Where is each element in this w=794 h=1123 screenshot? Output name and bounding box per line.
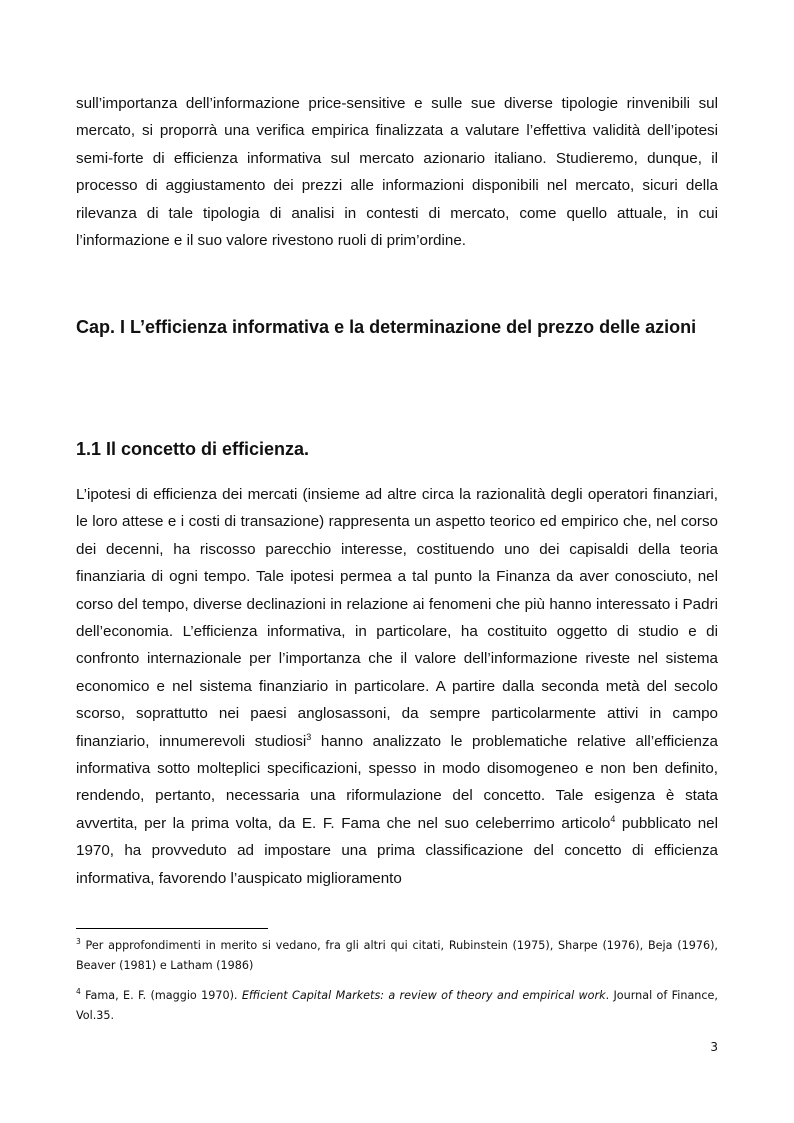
footnote-ref-3[interactable]: 3	[306, 731, 312, 742]
footnote-4	[76, 986, 718, 1026]
footnote-work-title: Efficient Capital Markets: a review of theory and empirical work	[241, 989, 606, 1002]
main-paragraph-part-3: pubblicato nel 1970, ha provveduto ad impostare una prima classificazione del concetto di efficienza informativa, favorendo l’auspicato miglioramento	[76, 814, 719, 887]
intro-paragraph: sull’importanza dell’informazione price-sensitive e sulle sue diverse tipologie rinvenibili sul mercato, si proporrà una verifica empirica finalizzata a valutare l’effettiva validità dell’ipotesi semi-forte di efficienza informativa sul mercato azionario italiano. Studieremo, dunque, il processo di aggiustamento dei prezzi alle informazioni disponibili nel mercato, sicuri della rilevanza di tale tipologia di analisi in contesti di mercato, come quello attuale, in cui l’informazione e il suo valore rivestono ruoli di prim’ordine.	[76, 95, 718, 250]
footnote-number: 4	[76, 987, 81, 996]
main-paragraph-part-1: L’ipotesi di efficienza dei mercati (insieme ad altre circa la razionalità degli operatori finanziari, le loro attese e i costi di transazione) rappresenta un aspetto teorico ed empirico che, nel corso dei decenni, ha riscosso parecchio interesse, costituendo uno dei capisaldi della teoria finanziaria di ogni tempo. Tale ipotesi permea a tal punto la Finanza da aver conosciuto, nel corso del tempo, diverse declinazioni in relazione ai fenomeni che più hanno interessato i Padri dell’economia. L’efficienza informativa, in particolare, ha costituito oggetto di studio e di confronto internazionale per l’importanza che il valore dell’informazione riveste nel sistema economico e nel sistema finanziario in particolare. A partire dalla seconda metà del secolo scorso, soprattutto nei paesi anglosassoni, da sempre particolarmente attivi in campo finanziario, innumerevoli studiosi	[76, 486, 718, 750]
section-title: 1.1 Il concetto di efficienza.	[76, 439, 310, 459]
footnote-ref-4[interactable]: 4	[610, 813, 616, 824]
main-paragraph-part-2: hanno analizzato le problematiche relative all’efficienza informativa sotto molteplici specificazioni, spesso in modo disomogeneo e non ben definito, rendendo, pertanto, necessaria una riformulazione del concetto. Tale esigenza è stata avvertita, per la prima volta, da E. F. Fama che nel suo celeberrimo articolo	[76, 732, 718, 832]
chapter-title: Cap. I L’efficienza informativa e la determinazione del prezzo delle azioni	[76, 317, 697, 337]
footnote-number: 3	[76, 937, 81, 946]
footnote-3	[76, 936, 718, 976]
footnote-text: Per approfondimenti in merito si vedano, fra gli altri qui citati, Rubinstein (1975), Sharpe (1976), Beja (1976), Beaver (1981) e Latham (1986)	[76, 939, 718, 972]
footnote-divider	[76, 928, 268, 929]
page-number: 3	[710, 1040, 718, 1054]
footnote-author: Fama, E. F. (maggio 1970).	[80, 989, 242, 1002]
main-paragraph	[76, 481, 718, 892]
footnote-publication: . Journal of Finance, Vol.35.	[76, 989, 718, 1022]
